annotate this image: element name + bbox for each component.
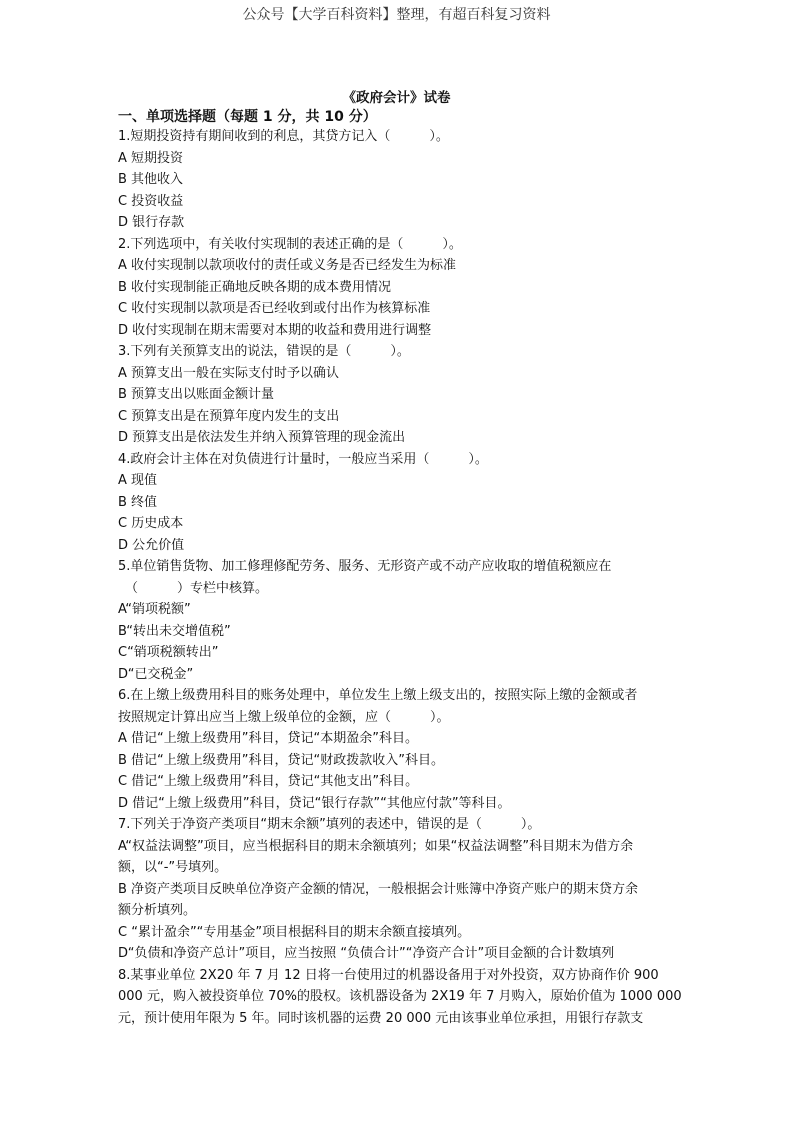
text-line: A“销项税额” — [118, 602, 191, 617]
text-line: 000 元，购入被投资单位 70%的股权。该机器设备为 2X19 年 7 月购入，原始价值为 1000 000 — [118, 989, 682, 1004]
section-heading: 一、单项选择题（每题 1 分，共 10 分） — [118, 109, 377, 125]
text-line: C 投资收益 — [118, 193, 184, 209]
text-line: 额，以“-”号填列。 — [118, 860, 228, 875]
text-line: A“权益法调整”项目，应当根据科目的期末余额填列；如果“权益法调整”科目期末为借方余 — [118, 838, 634, 854]
text-line: D 公允价值 — [118, 537, 185, 553]
text-line: A 收付实现制以款项收付的责任或义务是否已经发生为标准 — [118, 258, 457, 273]
text-line: B 借记“上缴上级费用”科目，贷记“财政拨款收入”科目。 — [118, 752, 444, 768]
text-line: B“转出未交增值税” — [118, 623, 231, 639]
text-line: D 银行存款 — [118, 215, 185, 230]
text-line: A 短期投资 — [118, 150, 184, 166]
text-line: B 净资产类项目反映单位净资产金额的情况，一般根据会计账簿中净资产账户的期末贷方余 — [118, 881, 639, 897]
document-body — [118, 126, 680, 1029]
text-line: B 收付实现制能正确地反映各期的成本费用情况 — [118, 279, 392, 295]
text-line: 8.某事业单位 2X20 年 7 月 12 日将一台使用过的机器设备用于对外投资，双方协商作价 900 — [118, 967, 659, 983]
text-line: 2.下列选项中，有关收付实现制的表述正确的是（ ）。 — [118, 236, 462, 252]
text-line: D“已交税金” — [118, 666, 194, 682]
text-line: 6.在上缴上级费用科目的账务处理中，单位发生上缴上级支出的，按照实际上缴的金额或者 — [118, 688, 638, 703]
text-line: C“销项税额转出” — [118, 645, 219, 660]
text-line: D“负债和净资产总计”项目，应当按照 “负债合计”“净资产合计”项目金额的合计数填列 — [118, 946, 615, 961]
text-line: 4.政府会计主体在对负债进行计量时，一般应当采用（ ）。 — [118, 451, 488, 467]
document-title: 《政府会计》试卷 — [342, 90, 451, 106]
text-line: 额分析填列。 — [118, 903, 197, 918]
text-line: C 历史成本 — [118, 516, 184, 531]
text-line: A 现值 — [118, 473, 158, 488]
text-line: D 借记“上缴上级费用”科目，贷记“银行存款”“其他应付款”等科目。 — [118, 795, 511, 811]
text-line: D 预算支出是依法发生并纳入预算管理的现金流出 — [118, 430, 406, 445]
text-line: 5.单位销售货物、加工修理修配劳务、服务、无形资产或不动产应收取的增值税额应在 — [118, 559, 612, 574]
text-line: D 收付实现制在期末需要对本期的收益和费用进行调整 — [118, 322, 432, 338]
text-line: 1.短期投资持有期间收到的利息，其贷方记入（ ）。 — [118, 129, 449, 144]
text-line: A 借记“上缴上级费用”科目，贷记“本期盈余”科目。 — [118, 731, 418, 746]
text-line: B 其他收入 — [118, 172, 184, 187]
text-line: C 收付实现制以款项是否已经收到或付出作为核算标准 — [118, 301, 431, 316]
text-line: B 终值 — [118, 494, 158, 510]
text-line: 元，预计使用年限为 5 年。同时该机器的运费 20 000 元由该事业单位承担，用银行存款支 — [118, 1010, 644, 1026]
text-line: B 预算支出以账面金额计量 — [118, 387, 275, 402]
text-line: C 借记“上缴上级费用”科目，贷记“其他支出”科目。 — [118, 774, 419, 789]
text-line: 7.下列关于净资产类项目“期末余额”填列的表述中，错误的是（ ）。 — [118, 817, 541, 832]
text-line: （ ）专栏中核算。 — [125, 580, 269, 596]
text-line: C 预算支出是在预算年度内发生的支出 — [118, 408, 340, 424]
text-line: A 预算支出一般在实际支付时予以确认 — [118, 365, 340, 381]
text-line: C “累计盈余”“专用基金”项目根据科目的期末余额直接填列。 — [118, 924, 471, 940]
text-line: 按照规定计算出应当上缴上级单位的金额，应（ ）。 — [118, 709, 450, 725]
page-header: 公众号【大学百科资料】整理，有超百科复习资料 — [242, 7, 551, 23]
text-line: 3.下列有关预算支出的说法，错误的是（ ）。 — [118, 344, 410, 359]
